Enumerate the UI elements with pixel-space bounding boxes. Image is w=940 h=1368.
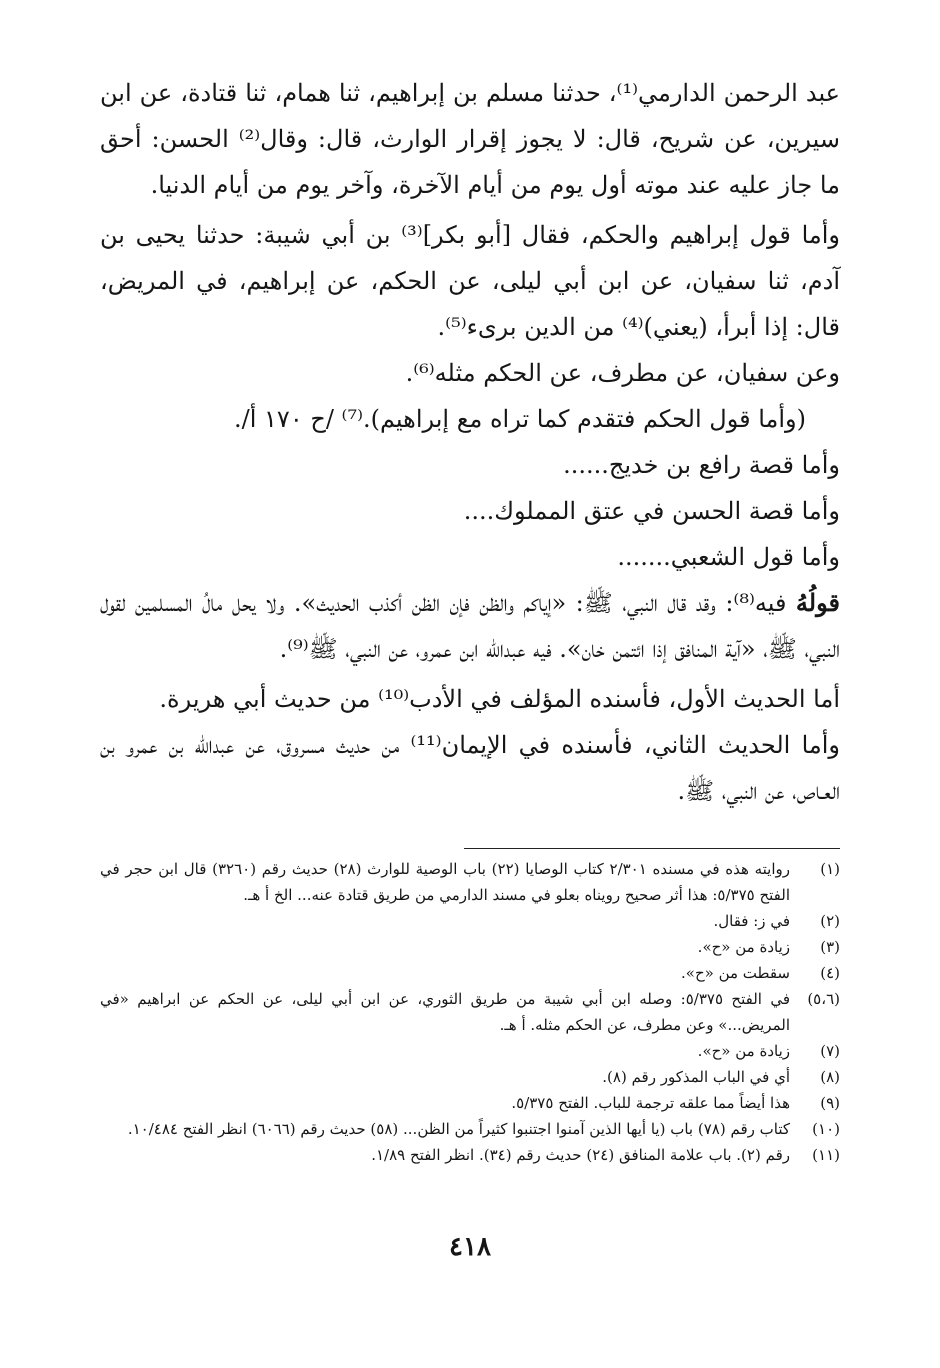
paragraph-8-text: فيه⁽⁸⁾: وقد قال النبي، ﷺ: «إياكم والظن فإن الظن أكذب الحديث». ولا يحل مالُ المسلمين لقول النبي، ﷺ، «آية المنافق إذا ائتمن خان». فيه عبدالله ابن عمرو، عن النبي، ﷺ⁽⁹⁾. xyxy=(100,589,840,663)
footnote-number: (١١) xyxy=(812,1146,840,1164)
page-number: ٤١٨ xyxy=(449,1232,491,1262)
footnote xyxy=(100,1116,840,1142)
paragraph-6: وأما قصة الحسن في عتق المملوك.... xyxy=(463,497,840,525)
paragraph-2: وأما قول إبراهيم والحكم، فقال [أبو بكر]⁽³⁾ بن أبي شيبة: حدثنا يحيى بن آدم، ثنا سفيان، عن ابن أبي ليلى، عن الحكم، عن إبراهيم، في المريض، قال: إذا أبرأ، (يعني)⁽⁴⁾ من الدين برىء⁽⁵⁾. xyxy=(100,221,840,341)
footnote-number: (٨) xyxy=(820,1068,840,1086)
footnote-number: (١٠) xyxy=(812,1120,840,1138)
footnote xyxy=(100,986,840,1038)
footnote-number: (٩) xyxy=(820,1094,840,1112)
footnote xyxy=(100,1142,840,1168)
footnote xyxy=(100,908,840,934)
footnote xyxy=(100,1090,840,1116)
footnote-text: رقم (٢). باب علامة المنافق (٢٤) حديث رقم (٣٤). انظر الفتح ١/٨٩. xyxy=(371,1146,790,1164)
footnote-number: (٤) xyxy=(820,964,840,982)
paragraph-1: عبد الرحمن الدارمي⁽¹⁾، حدثنا مسلم بن إبراهيم، ثنا همام، ثنا قتادة، عن ابن سيرين، عن شريح، قال: لا يجوز إقرار الوارث، قال: وقال⁽²⁾ الحسن: أحق ما جاز عليه عند موته أول يوم من أيام الآخرة، وآخر يوم من أيام الدنيا. xyxy=(100,79,841,199)
footnote xyxy=(100,856,840,908)
main-text xyxy=(100,70,840,814)
footnote-text: أي في الباب المذكور رقم (٨). xyxy=(602,1068,790,1086)
qawluhu-heading: قولُهُ xyxy=(795,588,840,617)
footnote-number: (١) xyxy=(820,860,840,878)
footnote-number: (٣) xyxy=(820,938,840,956)
paragraph-5: وأما قصة رافع بن خديج...... xyxy=(563,451,840,479)
footnote-number: (٢) xyxy=(820,912,840,930)
footnote xyxy=(100,934,840,960)
footnote xyxy=(100,1064,840,1090)
paragraph-10: وأما الحديث الثاني، فأسنده في الإيمان⁽¹¹⁾ من حديث مسروق، عن عبدالله بن عمرو بن العـاص، عن النبي، ﷺ. xyxy=(100,731,840,805)
paragraph-7: وأما قول الشعبي....... xyxy=(617,543,840,571)
footnote-number: (٥،٦) xyxy=(807,990,840,1008)
paragraph-9: أما الحديث الأول، فأسنده المؤلف في الأدب⁽¹⁰⁾ من حديث أبي هريرة. xyxy=(159,685,840,713)
footnote-text: زيادة من «ح». xyxy=(697,938,790,956)
footnote-text: زيادة من «ح». xyxy=(697,1042,790,1060)
footnote-text: روايته هذه في مسنده ٢/٣٠١ كتاب الوصايا (٢٢) باب الوصية للوارث (٢٨) حديث رقم (٣٢٦٠) قال ابن حجر في الفتح ٥/٣٧٥: هذا أثر صحيح رويناه بعلو في مسند الدارمي من طريق قتادة عنه... الخ أ هـ. xyxy=(100,860,790,904)
footnote-text: سقطت من «ح». xyxy=(681,964,790,982)
footnote-number: (٧) xyxy=(820,1042,840,1060)
paragraph-4: (وأما قول الحكم فتقدم كما تراه مع إبراهيم).⁽⁷⁾ /ح ١٧٠ أ/. xyxy=(234,405,806,433)
footnote-text: في الفتح ٥/٣٧٥: وصله ابن أبي شيبة من طريق الثوري، عن ابن أبي ليلى، عن الحكم عن ابراهيم «في المريض...» وعن مطرف، عن الحكم مثله. أ هـ. xyxy=(100,990,791,1034)
footnote xyxy=(100,960,840,986)
footnote-text: كتاب رقم (٧٨) باب (يا أيها الذين آمنوا اجتنبوا كثيراً من الظن... (٥٨) حديث رقم (٦٠٦٦) انظر الفتح ١٠/٤٨٤. xyxy=(127,1120,790,1138)
paragraph-8 xyxy=(100,580,840,672)
footnote-text: في ز: فقال. xyxy=(713,912,790,930)
footnotes xyxy=(100,856,840,1168)
paragraph-3: وعن سفيان، عن مطرف، عن الحكم مثله⁽⁶⁾. xyxy=(405,359,840,387)
footnote xyxy=(100,1038,840,1064)
footnote-text: هذا أيضاً مما علقه ترجمة للباب. الفتح ٥/٣٧٥. xyxy=(511,1094,790,1112)
footnote-divider xyxy=(464,848,840,849)
